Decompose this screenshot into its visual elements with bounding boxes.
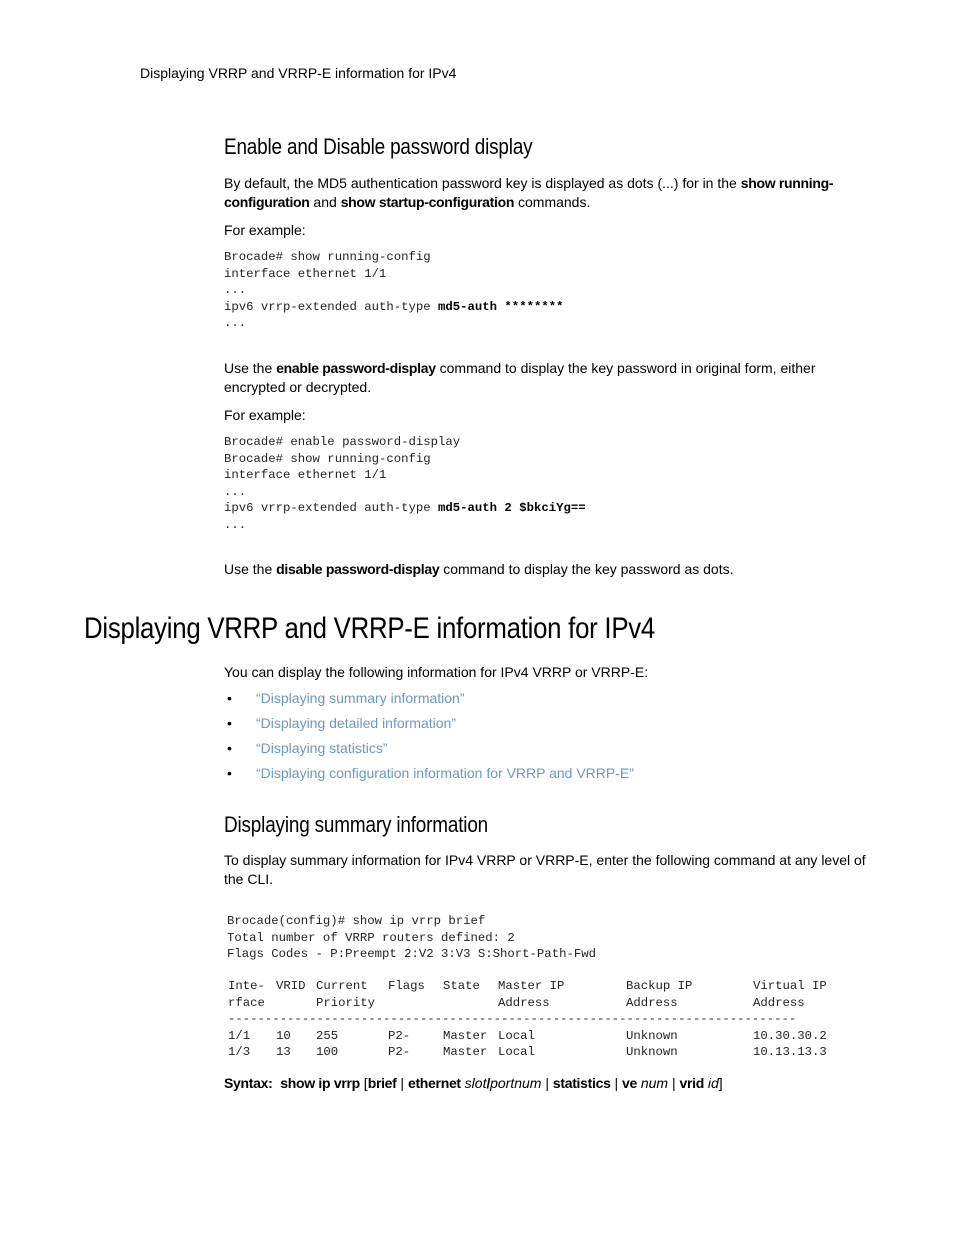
syntax-param-slot: slot xyxy=(460,1075,487,1091)
code-line: Brocade# show running-config xyxy=(224,250,431,264)
table-cell: Local xyxy=(498,1028,535,1043)
bullet-icon: • xyxy=(227,740,232,756)
table-header-cell: VRID xyxy=(276,979,306,994)
table-header-cell: Address xyxy=(626,995,678,1010)
syntax-punct: / xyxy=(486,1075,491,1091)
table-cell: Master xyxy=(443,1045,488,1060)
topic-link-list xyxy=(224,690,634,790)
bullet-icon: • xyxy=(227,690,232,706)
command-name: disable password-display xyxy=(276,561,440,577)
link-statistics[interactable]: “Displaying statistics” xyxy=(256,740,388,756)
paragraph-default-md5 xyxy=(224,174,874,212)
table-header-cell: Virtual IP xyxy=(753,979,827,994)
table-header-cell: Backup IP xyxy=(626,979,693,994)
code-block-show-ip-vrrp-brief xyxy=(227,913,596,963)
code-line: ... xyxy=(224,517,247,532)
list-item xyxy=(224,715,634,740)
paragraph-summary-intro: To display summary information for IPv4 VRRP or VRRP-E, enter the following command at any level of the CLI. xyxy=(224,852,866,887)
section-title-summary: Displaying summary information xyxy=(224,812,489,837)
paragraph-enable-password-display xyxy=(224,359,874,397)
code-bold: md5-auth ******** xyxy=(438,299,564,314)
code-block-running-config xyxy=(224,249,563,332)
syntax-keyword-ethernet: ethernet xyxy=(407,1075,461,1091)
text: command to display the key password in original form, either encrypted or decrypted. xyxy=(224,360,816,395)
syntax-line xyxy=(224,1075,723,1091)
table-header-cell: Address xyxy=(753,995,805,1010)
paragraph-display-intro: You can display the following information for IPv4 VRRP or VRRP-E: xyxy=(224,664,649,680)
table-cell: P2- xyxy=(388,1045,411,1060)
command-name: show startup-configuration xyxy=(340,194,515,210)
table-cell: 255 xyxy=(316,1028,339,1043)
table-cell: 1/3 xyxy=(228,1045,251,1060)
syntax-punct: ] xyxy=(718,1075,723,1091)
list-item xyxy=(224,740,634,765)
text: By default, the MD5 authentication password key is displayed as dots (...) for in the xyxy=(224,175,741,191)
code-line: ... xyxy=(224,316,247,330)
syntax-punct: | xyxy=(396,1075,408,1091)
bullet-icon: • xyxy=(227,715,232,731)
table-header-cell: Address xyxy=(498,995,550,1010)
syntax-punct: | xyxy=(610,1075,622,1091)
link-configuration-information[interactable]: “Displaying configuration information for VRRP and VRRP-E” xyxy=(256,765,634,781)
table-row xyxy=(227,1044,842,1061)
code-bold: md5-auth 2 $bkciYg== xyxy=(438,501,586,515)
code-line: interface ethernet 1/1 xyxy=(224,468,387,482)
table-cell: Master xyxy=(443,1028,488,1043)
syntax-punct: [ xyxy=(359,1075,368,1091)
syntax-keyword-vrid: vrid xyxy=(679,1075,704,1091)
command-name: show running-configuration xyxy=(224,175,834,210)
table-cell: 13 xyxy=(276,1045,291,1060)
vrrp-brief-table xyxy=(227,978,842,1061)
code-line: ... xyxy=(224,283,247,297)
table-separator: ----------------------------------------------------------------------------- xyxy=(228,1012,797,1027)
running-header: Displaying VRRP and VRRP-E information for IPv4 xyxy=(140,65,457,81)
for-example-label: For example: xyxy=(224,407,306,423)
syntax-keyword-ve: ve xyxy=(621,1075,637,1091)
code-line: Brocade(config)# show ip vrrp brief xyxy=(227,914,486,928)
table-cell: 100 xyxy=(316,1045,339,1060)
list-item xyxy=(224,765,634,790)
syntax-label: Syntax: xyxy=(224,1075,273,1091)
bullet-icon: • xyxy=(227,765,232,781)
text: Use the xyxy=(224,360,277,376)
table-header-row xyxy=(227,995,842,1012)
text: commands. xyxy=(514,194,591,210)
table-cell: Unknown xyxy=(626,1045,678,1060)
code-line: Brocade# show running-config xyxy=(224,451,431,466)
code-line: Flags Codes - P:Preempt 2:V2 3:V3 S:Short-Path-Fwd xyxy=(227,947,596,961)
code-line: ipv6 vrrp-extended auth-type xyxy=(224,299,439,314)
table-header-cell: rface xyxy=(228,995,265,1010)
syntax-command: show ip vrrp xyxy=(280,1075,360,1091)
table-cell: Unknown xyxy=(626,1028,678,1043)
command-name: enable password-display xyxy=(276,360,436,376)
table-header-row xyxy=(227,978,842,995)
table-row xyxy=(227,1028,842,1045)
syntax-punct: | xyxy=(541,1075,553,1091)
table-header-cell: Flags xyxy=(388,979,425,994)
syntax-param-portnum: portnum xyxy=(490,1075,542,1091)
table-header-cell xyxy=(275,995,315,1012)
syntax-param-num: num xyxy=(636,1075,669,1091)
table-cell: P2- xyxy=(388,1028,411,1043)
code-line: ipv6 vrrp-extended auth-type xyxy=(224,501,439,515)
code-line: interface ethernet 1/1 xyxy=(224,266,387,281)
for-example-label: For example: xyxy=(224,222,306,238)
syntax-param-id: id xyxy=(704,1075,719,1091)
table-separator-row xyxy=(227,1011,842,1028)
code-line: Brocade# enable password-display xyxy=(224,435,461,449)
table-header-cell xyxy=(387,995,442,1012)
code-line: ... xyxy=(224,484,247,499)
syntax-punct: | xyxy=(668,1075,680,1091)
table-header-cell: State xyxy=(443,979,480,994)
section-title-password-display: Enable and Disable password display xyxy=(224,134,533,159)
text: command to display the key password as dots. xyxy=(439,561,734,577)
text: Use the xyxy=(224,561,277,577)
table-cell: 10.30.30.2 xyxy=(753,1028,827,1043)
table-header-cell: Master IP xyxy=(498,979,565,994)
code-line: Total number of VRRP routers defined: 2 xyxy=(227,930,515,945)
table-cell: 10 xyxy=(276,1028,291,1043)
table-header-cell: Current xyxy=(316,979,368,994)
text: and xyxy=(309,194,341,210)
syntax-keyword-statistics: statistics xyxy=(552,1075,611,1091)
link-summary-information[interactable]: “Displaying summary information” xyxy=(256,690,465,706)
table-header-cell: Inte- xyxy=(228,979,265,994)
table-cell: 1/1 xyxy=(228,1028,251,1043)
table-header-cell xyxy=(442,995,497,1012)
table-cell: Local xyxy=(498,1045,535,1060)
link-detailed-information[interactable]: “Displaying detailed information” xyxy=(256,715,456,731)
syntax-keyword-brief: brief xyxy=(367,1075,397,1091)
code-block-enable-password xyxy=(224,434,586,533)
table-header-cell: Priority xyxy=(316,995,376,1010)
list-item xyxy=(224,690,634,715)
chapter-title: Displaying VRRP and VRRP-E information for IPv4 xyxy=(84,612,656,645)
table-cell: 10.13.13.3 xyxy=(753,1045,827,1060)
paragraph-disable-password-display xyxy=(224,560,874,579)
